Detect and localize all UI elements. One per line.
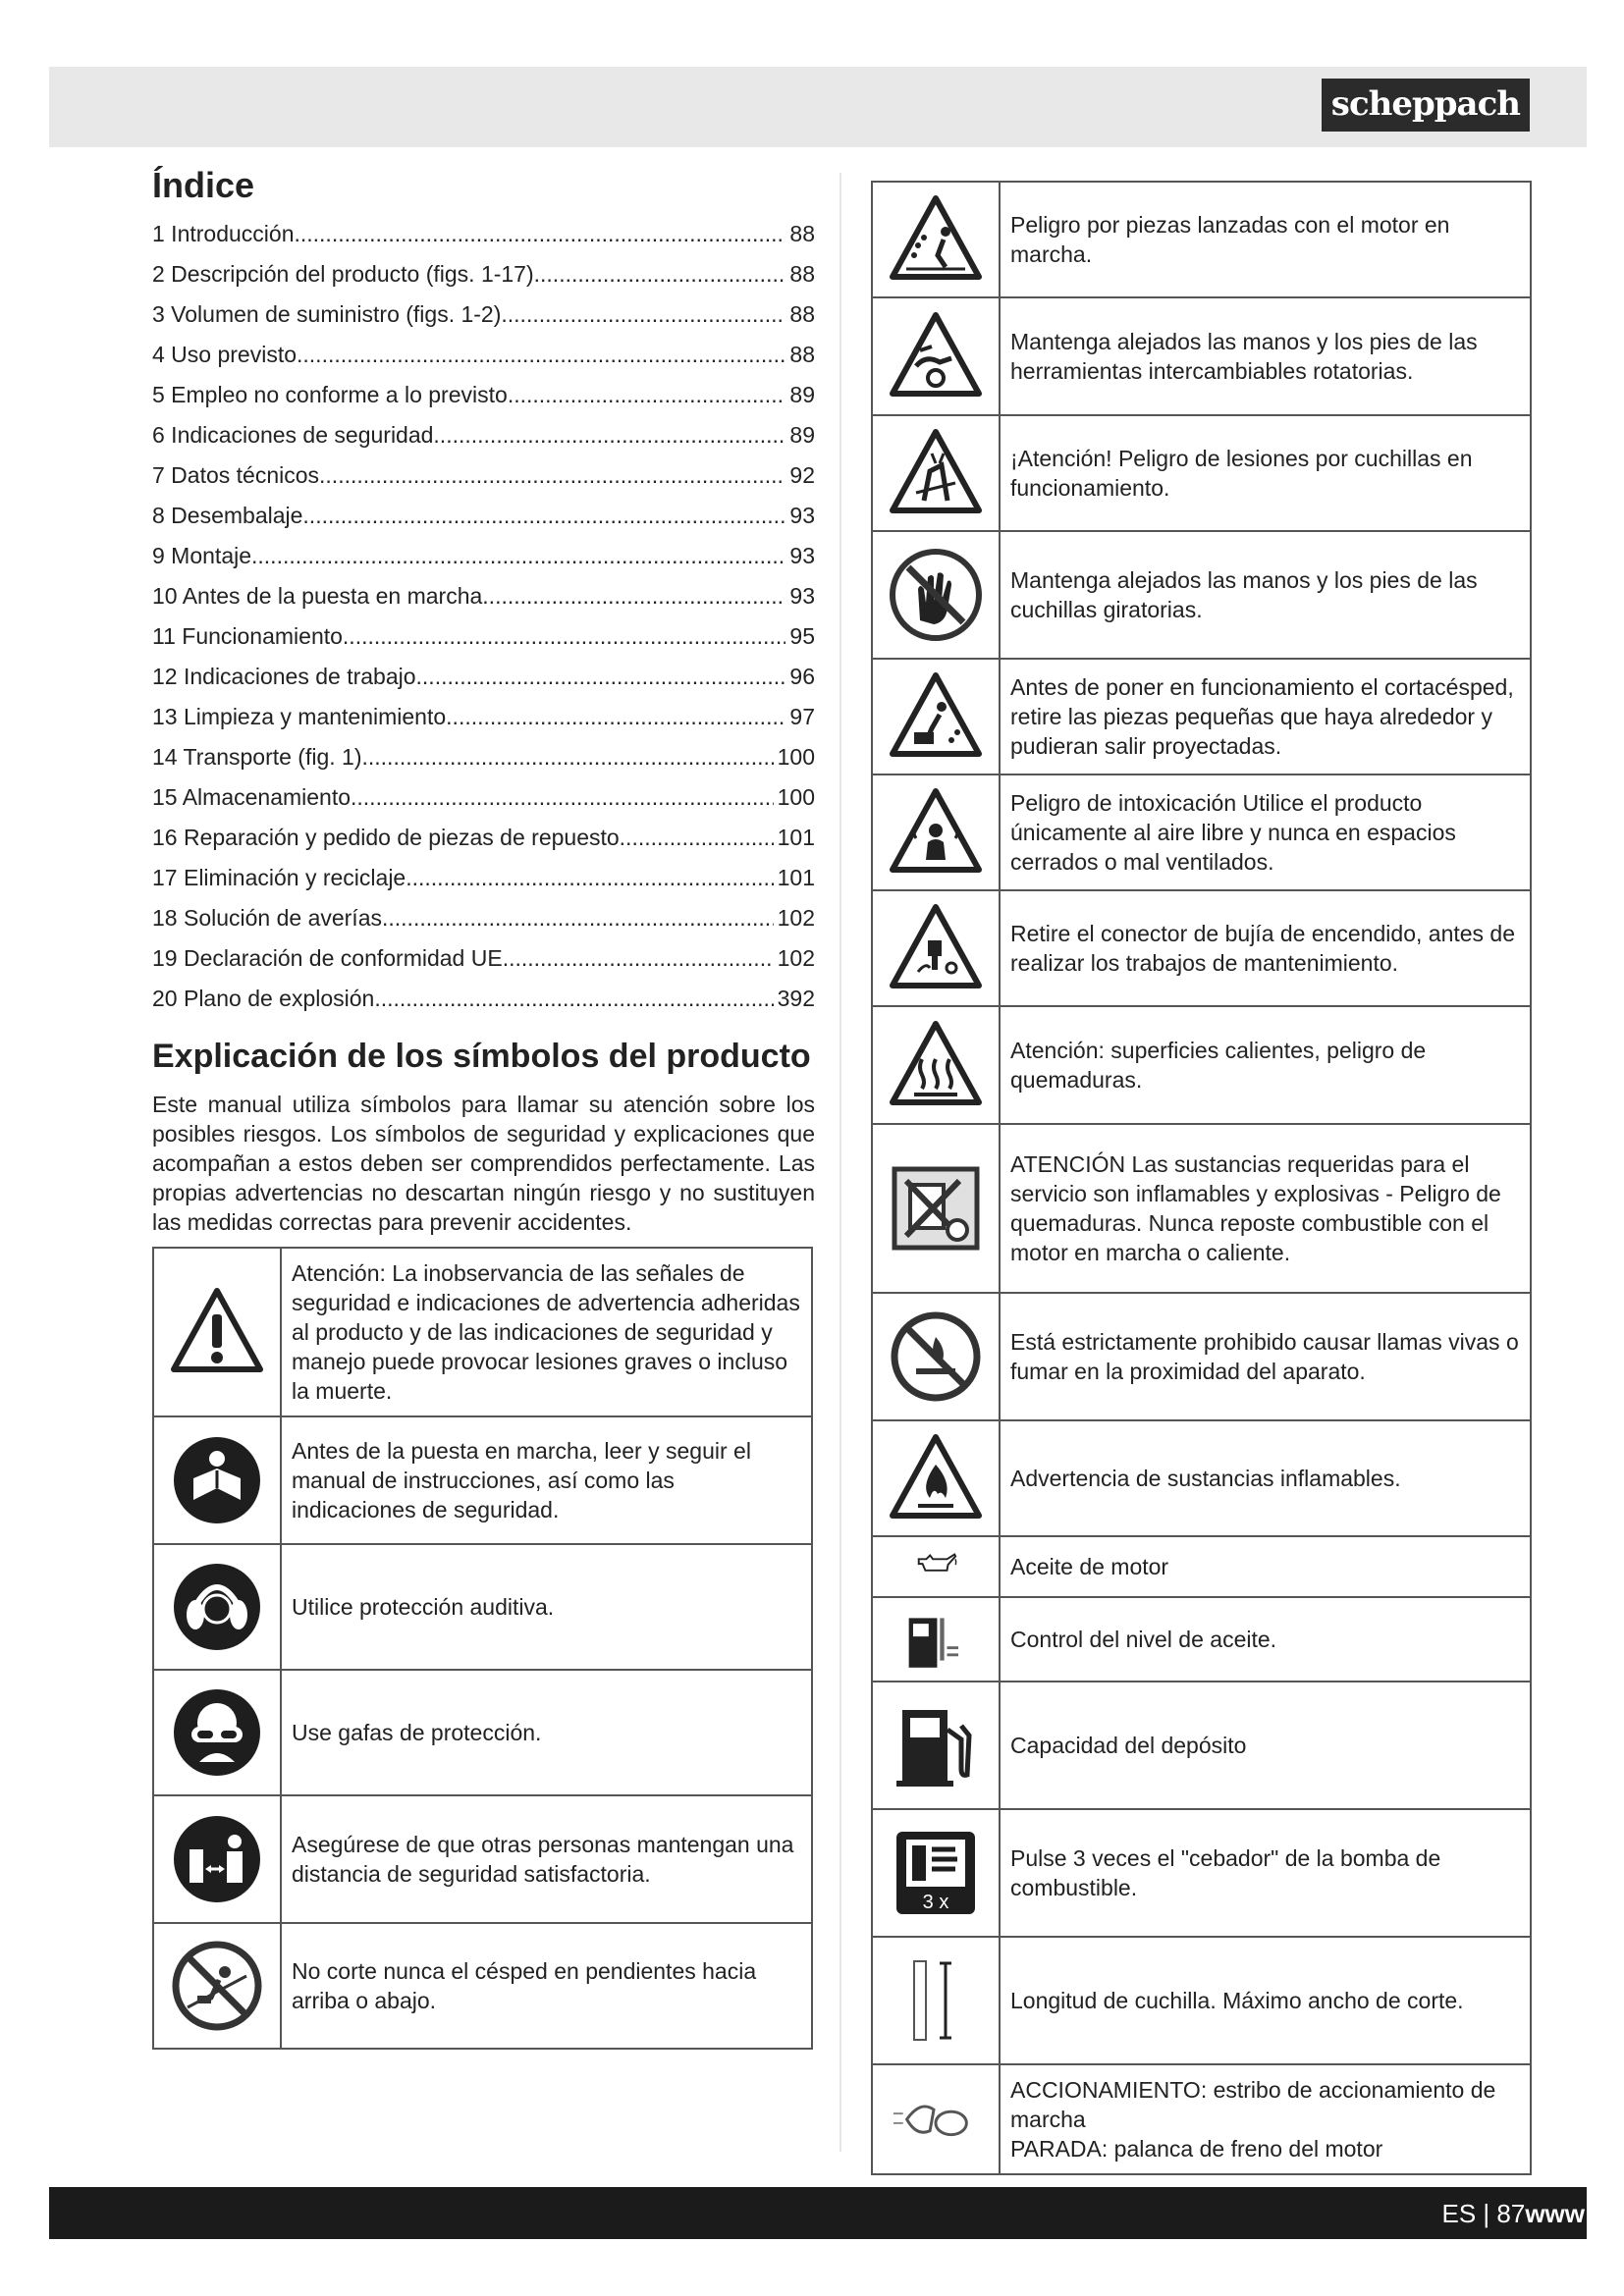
symbol-text-cell <box>1000 531 1531 659</box>
symbol-icon-cell <box>872 659 1000 774</box>
toc-entry-page: 93 <box>789 543 815 568</box>
symbol-description: Atención: superficies calientes, peligro de quemaduras. <box>1010 1038 1427 1093</box>
toc-leader-dots <box>501 294 785 335</box>
symbol-icon-cell <box>153 1795 281 1923</box>
toc-entry-page: 93 <box>789 583 815 609</box>
symbol-description: ¡Atención! Peligro de lesiones por cuchillas en funcionamiento. <box>1010 446 1473 501</box>
symbol-text-cell <box>1000 1293 1531 1420</box>
symbol-icon-cell <box>153 1248 281 1416</box>
toc-leader-dots <box>343 616 785 657</box>
keep-hands-away-icon <box>887 546 985 644</box>
symbol-icon-cell <box>872 531 1000 659</box>
toc-entry-page: 102 <box>777 905 815 931</box>
toc-entry[interactable] <box>152 697 815 737</box>
toc-entry[interactable] <box>152 858 815 898</box>
symbol-description: Mantenga alejados las manos y los pies de las cuchillas giratorias. <box>1010 567 1478 622</box>
flammable-icon <box>887 1429 985 1527</box>
symbol-description: Longitud de cuchilla. Máximo ancho de corte. <box>1010 1988 1464 2013</box>
toc-leader-dots <box>446 697 785 737</box>
toc-entry-title: 11 Funcionamiento <box>152 623 343 649</box>
symbol-icon-cell <box>872 1536 1000 1597</box>
toc-entry-page: 100 <box>777 744 815 770</box>
symbol-description: Antes de poner en funcionamiento el cortacésped, retire las piezas pequeñas que haya alrededor y pudieran salir proyectadas. <box>1010 674 1514 759</box>
symbols-title: Explicación de los símbolos del producto <box>152 1038 811 1075</box>
symbol-row <box>872 182 1531 297</box>
hot-surface-icon <box>887 1016 985 1114</box>
toc-entry[interactable] <box>152 375 815 415</box>
read-manual-icon <box>168 1431 266 1529</box>
symbol-row <box>872 1937 1531 2064</box>
toc-entry-page: 95 <box>789 623 815 649</box>
symbol-row <box>153 1670 812 1795</box>
toc-leader-dots <box>351 777 774 818</box>
brand-logo: scheppach <box>1322 79 1530 132</box>
oil-level-icon <box>900 1604 971 1675</box>
toxic-fumes-icon <box>887 783 985 881</box>
spark-plug-icon <box>887 899 985 997</box>
rotating-tools-icon <box>887 307 985 405</box>
symbol-description: Pulse 3 veces el "cebador" de la bomba de combustible. <box>1010 1845 1441 1900</box>
symbol-row <box>153 1923 812 2049</box>
page-header <box>49 67 1587 147</box>
toc-entry[interactable] <box>152 818 815 858</box>
toc-entry-page: 88 <box>789 221 815 246</box>
symbol-icon-cell <box>872 1293 1000 1420</box>
symbol-description: Atención: La inobservancia de las señales de seguridad e indicaciones de advertencia adheridas al producto y de las indicaciones de seguridad y manejo puede provocar lesiones graves o incluso la muerte. <box>292 1260 800 1404</box>
symbol-row <box>153 1795 812 1923</box>
toc-leader-dots <box>251 536 785 576</box>
toc-entry[interactable] <box>152 335 815 375</box>
symbol-text-cell <box>1000 1937 1531 2064</box>
symbol-text-cell <box>1000 415 1531 531</box>
toc-entry-title: 6 Indicaciones de seguridad <box>152 422 434 448</box>
no-open-flame-icon <box>887 1308 985 1406</box>
fuel-pump-icon <box>887 1696 985 1794</box>
symbol-icon-cell <box>872 297 1000 415</box>
symbol-text-cell <box>281 1670 812 1795</box>
symbol-text-cell <box>1000 1597 1531 1682</box>
toc-entry[interactable] <box>152 415 815 455</box>
toc-entry-page: 88 <box>789 261 815 287</box>
toc-leader-dots <box>297 335 785 375</box>
symbol-row <box>872 774 1531 890</box>
symbol-icon-cell <box>872 1937 1000 2064</box>
symbol-text-cell <box>1000 1124 1531 1293</box>
symbol-text-cell <box>1000 1006 1531 1124</box>
toc-entry-page: 101 <box>777 825 815 850</box>
right-column <box>871 171 1531 2175</box>
toc-entry[interactable] <box>152 576 815 616</box>
toc-entry-page: 88 <box>789 342 815 367</box>
symbol-row <box>872 1809 1531 1937</box>
symbol-row <box>872 890 1531 1006</box>
left-column <box>152 165 815 2050</box>
symbol-text-cell <box>1000 1682 1531 1809</box>
symbol-icon-cell <box>872 774 1000 890</box>
symbol-icon-cell <box>153 1923 281 2049</box>
toc-entry[interactable] <box>152 616 815 657</box>
toc-entry-title: 5 Empleo no conforme a lo previsto <box>152 382 508 407</box>
toc-leader-dots <box>503 938 774 979</box>
symbol-row <box>153 1416 812 1544</box>
toc-entry[interactable] <box>152 455 815 496</box>
drive-bar-icon <box>888 2071 984 2167</box>
toc-leader-dots <box>294 214 785 254</box>
toc-entry[interactable] <box>152 536 815 576</box>
symbol-description: Capacidad del depósito <box>1010 1733 1247 1758</box>
symbol-text-cell <box>1000 890 1531 1006</box>
toc-entry[interactable] <box>152 938 815 979</box>
toc-entry[interactable] <box>152 979 815 1019</box>
toc-entry-page: 392 <box>777 986 815 1011</box>
symbol-icon-cell <box>153 1670 281 1795</box>
symbol-description: Está estrictamente prohibido causar llamas vivas o fumar en la proximidad del aparato. <box>1010 1329 1519 1384</box>
symbol-text-cell <box>1000 1536 1531 1597</box>
eye-protection-icon <box>168 1683 266 1782</box>
symbol-description: No corte nunca el césped en pendientes hacia arriba o abajo. <box>292 1958 757 2013</box>
symbol-text-cell <box>281 1416 812 1544</box>
toc-leader-dots <box>406 858 773 898</box>
symbol-icon-cell <box>872 1597 1000 1682</box>
toc-entry-title: 14 Transporte (fig. 1) <box>152 744 362 770</box>
toc-entry-title: 16 Reparación y pedido de piezas de repuesto <box>152 825 620 850</box>
toc-leader-dots <box>416 657 786 697</box>
symbol-icon-cell <box>872 415 1000 531</box>
symbol-row <box>872 1682 1531 1809</box>
toc-entry[interactable] <box>152 496 815 536</box>
toc-entry-page: 101 <box>777 865 815 890</box>
symbol-row <box>153 1248 812 1416</box>
toc-entry-page: 88 <box>789 301 815 327</box>
symbol-description: Antes de la puesta en marcha, leer y seguir el manual de instrucciones, así como las indicaciones de seguridad. <box>292 1438 751 1522</box>
toc-entry-title: 19 Declaración de conformidad UE <box>152 945 503 971</box>
toc-entry-title: 17 Eliminación y reciclaje <box>152 865 406 890</box>
toc-leader-dots <box>620 818 774 858</box>
ear-protection-icon <box>168 1558 266 1656</box>
toc-entry-page: 100 <box>777 784 815 810</box>
symbol-description: ATENCIÓN Las sustancias requeridas para el servicio son inflamables y explosivas - Peligro de quemaduras. Nunca reposte combustible con el motor en marcha o caliente. <box>1010 1151 1501 1265</box>
symbol-description-2: PARADA: palanca de freno del motor <box>1010 2136 1383 2162</box>
toc-entry-title: 15 Almacenamiento <box>152 784 352 810</box>
toc-entry-title: 18 Solución de averías <box>152 905 382 931</box>
toc-entry-title: 20 Plano de explosión <box>152 986 375 1011</box>
symbol-text-cell <box>281 1544 812 1670</box>
no-slope-mowing-icon <box>168 1937 266 2035</box>
toc-leader-dots <box>433 415 785 455</box>
symbol-row <box>872 1420 1531 1536</box>
column-divider <box>839 173 841 2152</box>
symbol-description: Retire el conector de bujía de encendido, antes de realizar los trabajos de mantenimiento. <box>1010 921 1516 976</box>
symbol-row <box>872 297 1531 415</box>
symbol-text-cell <box>1000 2064 1531 2174</box>
toc-entry-title: 7 Datos técnicos <box>152 462 320 488</box>
table-of-contents <box>152 214 815 1019</box>
toc-leader-dots <box>319 455 785 496</box>
toc-entry-title: 2 Descripción del producto (figs. 1-17) <box>152 261 534 287</box>
toc-entry[interactable] <box>152 294 815 335</box>
toc-entry[interactable] <box>152 737 815 777</box>
symbols-intro: Este manual utiliza símbolos para llamar su atención sobre los posibles riesgos. Los símbolos de seguridad y explicaciones que acompañan a estos deben ser comprendidos perfectamente. Las propias advertencias no descartan ningún riesgo y no sustituyen las medidas correctas para prevenir accidentes. <box>152 1092 815 1235</box>
blade-injury-icon <box>887 424 985 522</box>
symbol-description: Mantenga alejados las manos y los pies de las herramientas intercambiables rotatorias. <box>1010 329 1478 384</box>
toc-leader-dots <box>534 254 786 294</box>
symbols-table-left <box>152 1247 813 2050</box>
toc-entry-page: 89 <box>789 422 815 448</box>
symbol-description: Peligro por piezas lanzadas con el motor en marcha. <box>1010 212 1450 267</box>
symbol-description: Aceite de motor <box>1010 1554 1169 1579</box>
toc-title: Índice <box>152 165 255 205</box>
thrown-objects-icon <box>887 190 985 289</box>
symbol-description: Use gafas de protección. <box>292 1720 542 1745</box>
symbol-description: Asegúrese de que otras personas mantengan una distancia de seguridad satisfactoria. <box>292 1832 794 1887</box>
symbol-text-cell <box>281 1923 812 2049</box>
symbols-table-right <box>871 181 1532 2175</box>
symbol-description: Advertencia de sustancias inflamables. <box>1010 1466 1401 1491</box>
toc-entry-page: 89 <box>789 382 815 407</box>
toc-entry[interactable] <box>152 898 815 938</box>
symbol-description: Peligro de intoxicación Utilice el producto únicamente al aire libre y nunca en espacios cerrados o mal ventilados. <box>1010 790 1456 875</box>
footer-page-number: ES | 87www <box>1441 2199 1585 2228</box>
primer-badge: 3 x <box>922 1892 949 1913</box>
safety-distance-icon <box>168 1810 266 1908</box>
toc-leader-dots <box>508 375 786 415</box>
toc-entry[interactable] <box>152 657 815 697</box>
symbol-row <box>872 1124 1531 1293</box>
remove-objects-icon <box>887 667 985 766</box>
symbol-row <box>872 1006 1531 1124</box>
toc-entry-title: 4 Uso previsto <box>152 342 298 367</box>
toc-entry-title: 3 Volumen de suministro (figs. 1-2) <box>152 301 502 327</box>
toc-entry-title: 10 Antes de la puesta en marcha <box>152 583 483 609</box>
primer-icon <box>887 1824 985 1922</box>
symbol-description: Utilice protección auditiva. <box>292 1594 555 1620</box>
symbol-row <box>872 415 1531 531</box>
symbol-description: ACCIONAMIENTO: estribo de accionamiento de marcha <box>1010 2077 1496 2132</box>
toc-entry-title: 1 Introducción <box>152 221 295 246</box>
toc-leader-dots <box>482 576 785 616</box>
symbol-icon-cell <box>872 890 1000 1006</box>
symbol-icon-cell <box>872 2064 1000 2174</box>
toc-entry-title: 8 Desembalaje <box>152 503 303 528</box>
warning-exclamation-icon <box>168 1283 266 1381</box>
toc-leader-dots <box>302 496 785 536</box>
toc-entry-title: 9 Montaje <box>152 543 252 568</box>
symbol-row <box>153 1544 812 1670</box>
no-refuel-running-icon <box>887 1159 985 1257</box>
symbol-icon-cell <box>872 182 1000 297</box>
toc-entry[interactable] <box>152 214 815 254</box>
toc-entry-title: 12 Indicaciones de trabajo <box>152 664 416 689</box>
toc-leader-dots <box>382 898 774 938</box>
symbol-description: Control del nivel de aceite. <box>1010 1627 1277 1652</box>
symbol-row <box>872 2064 1531 2174</box>
toc-entry-page: 97 <box>789 704 815 729</box>
symbol-row <box>872 1293 1531 1420</box>
oil-can-icon <box>912 1543 959 1590</box>
symbol-icon-cell <box>153 1544 281 1670</box>
symbol-icon-cell <box>153 1416 281 1544</box>
toc-entry[interactable] <box>152 254 815 294</box>
toc-entry-page: 102 <box>777 945 815 971</box>
symbol-icon-cell <box>872 1420 1000 1536</box>
symbol-text-cell <box>1000 659 1531 774</box>
toc-leader-dots <box>362 737 774 777</box>
toc-leader-dots <box>374 979 773 1019</box>
toc-entry-page: 96 <box>789 664 815 689</box>
toc-entry-title: 13 Limpieza y mantenimiento <box>152 704 447 729</box>
toc-entry[interactable] <box>152 777 815 818</box>
symbol-row <box>872 1597 1531 1682</box>
symbol-text-cell <box>281 1248 812 1416</box>
symbol-text-cell <box>1000 297 1531 415</box>
symbol-icon-cell <box>872 1124 1000 1293</box>
symbol-text-cell <box>1000 182 1531 297</box>
symbol-row <box>872 1536 1531 1597</box>
blade-length-icon <box>887 1951 985 2050</box>
toc-entry-page: 92 <box>789 462 815 488</box>
symbol-icon-cell <box>872 1006 1000 1124</box>
toc-entry-page: 93 <box>789 503 815 528</box>
symbol-row <box>872 531 1531 659</box>
symbol-text-cell <box>281 1795 812 1923</box>
symbol-text-cell <box>1000 774 1531 890</box>
symbol-icon-cell <box>872 1809 1000 1937</box>
symbol-row <box>872 659 1531 774</box>
symbol-text-cell <box>1000 1420 1531 1536</box>
symbol-icon-cell <box>872 1682 1000 1809</box>
symbol-text-cell <box>1000 1809 1531 1937</box>
page-footer <box>49 2187 1587 2239</box>
